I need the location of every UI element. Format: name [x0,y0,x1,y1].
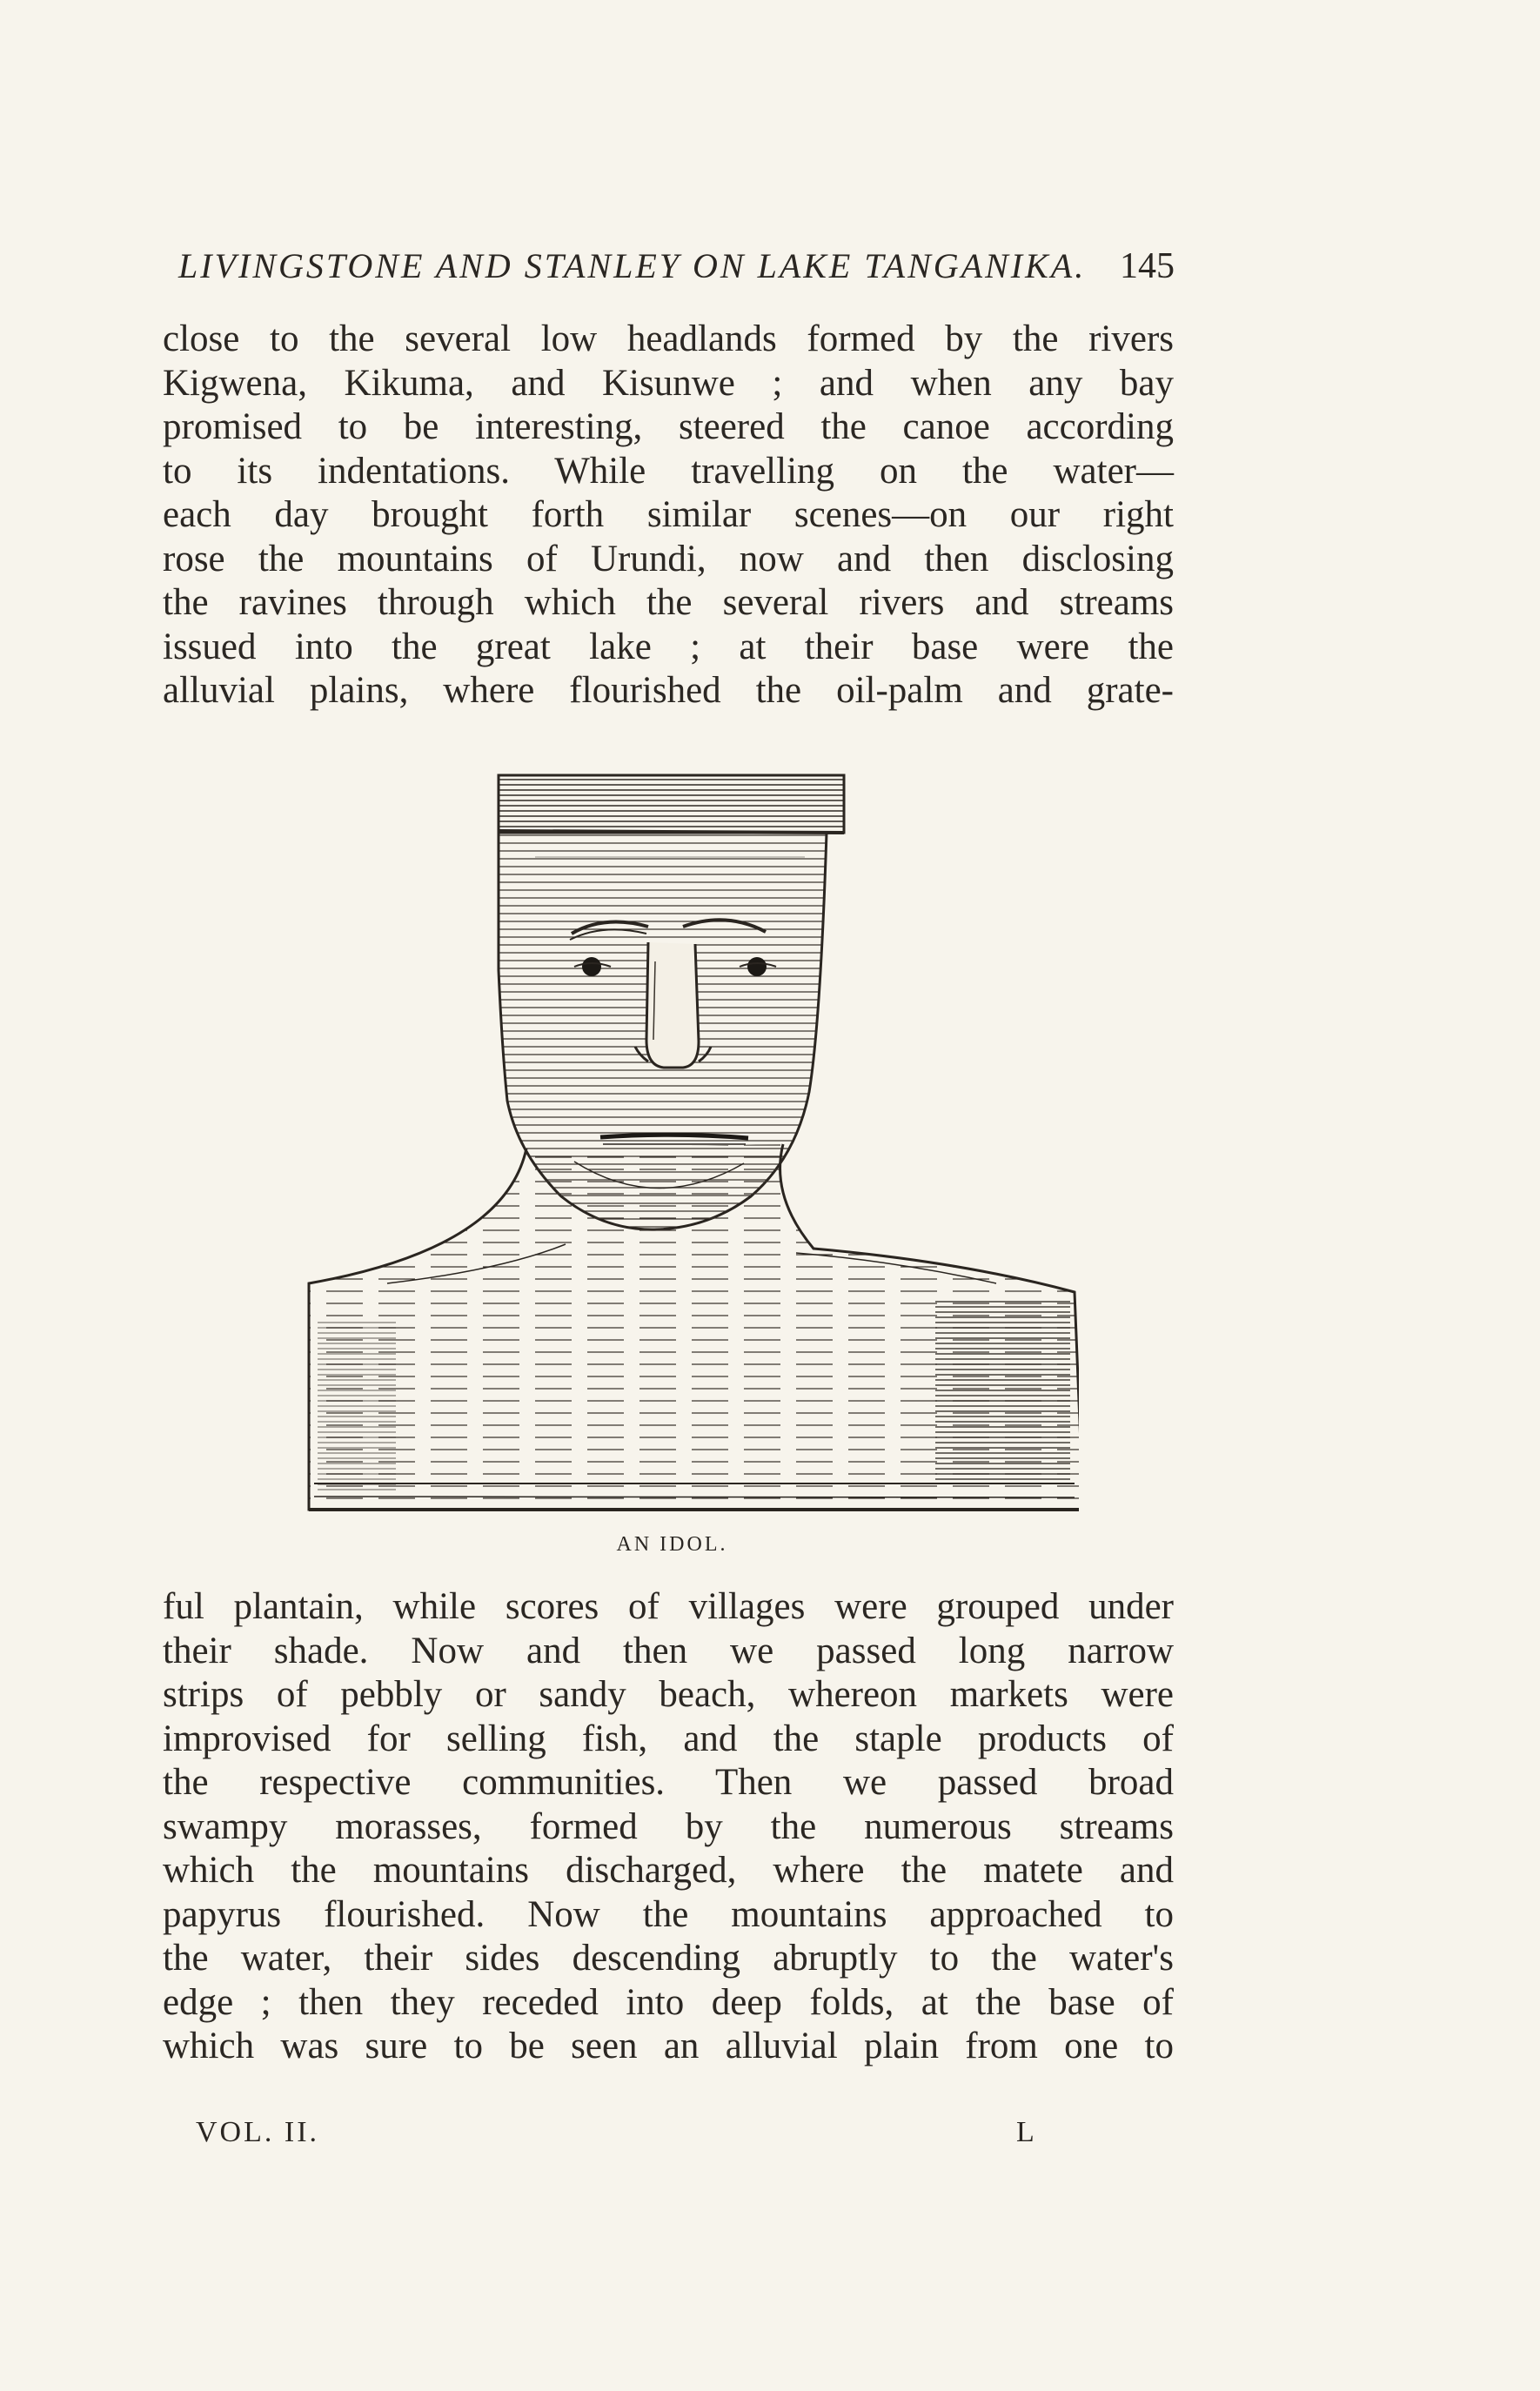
text-line: improvised for selling fish, and the staple products of [163,1718,1174,1759]
text-line: alluvial plains, where flourished the oil-palm and grate- [163,670,1174,711]
text-line: swampy morasses, formed by the numerous streams [163,1805,1174,1847]
paragraph-bottom [163,1585,1174,2069]
text-line: close to the several low headlands formed by the rivers [163,318,1174,359]
text-line: the water, their sides descending abruptly to the water's [163,1938,1174,1979]
text-line: the respective communities. Then we passed broad [163,1762,1174,1803]
volume-signature: VOL. II. [196,2116,320,2148]
text-line: which was sure to be seen an alluvial plain from one to [163,2026,1174,2066]
text-line: which the mountains discharged, where the matete and [163,1850,1174,1891]
text-line: ful plantain, while scores of villages were grouped under [163,1586,1174,1627]
figure-caption: AN IDOL. [616,1533,728,1556]
text-line: rose the mountains of Urundi, now and then disclosing [163,538,1174,579]
text-line: promised to be interesting, steered the canoe according [163,406,1174,447]
text-line: the ravines through which the several rivers and streams [163,582,1174,623]
idol-engraving-icon [274,761,1079,1527]
text-line: their shade. Now and then we passed long narrow [163,1630,1174,1671]
running-title: LIVINGSTONE AND STANLEY ON LAKE TANGANIKA. [178,246,1087,285]
paragraph-top [163,318,1174,713]
text-line: edge ; then they receded into deep folds, at the base of [163,1981,1174,2023]
running-head [178,245,1175,298]
text-line: papyrus flourished. Now the mountains approached to [163,1893,1174,1935]
text-line: each day brought forth similar scenes—on our right [163,494,1174,535]
text-line: Kigwena, Kikuma, and Kisunwe ; and when any bay [163,362,1174,404]
text-line: strips of pebbly or sandy beach, whereon markets were [163,1674,1174,1715]
gathering-signature: L [1016,2116,1034,2148]
text-line: issued into the great lake ; at their base were the [163,626,1174,667]
idol-illustration [274,761,1079,1527]
text-line: to its indentations. While travelling on the water— [163,450,1174,492]
page-number: 145 [1120,246,1175,286]
